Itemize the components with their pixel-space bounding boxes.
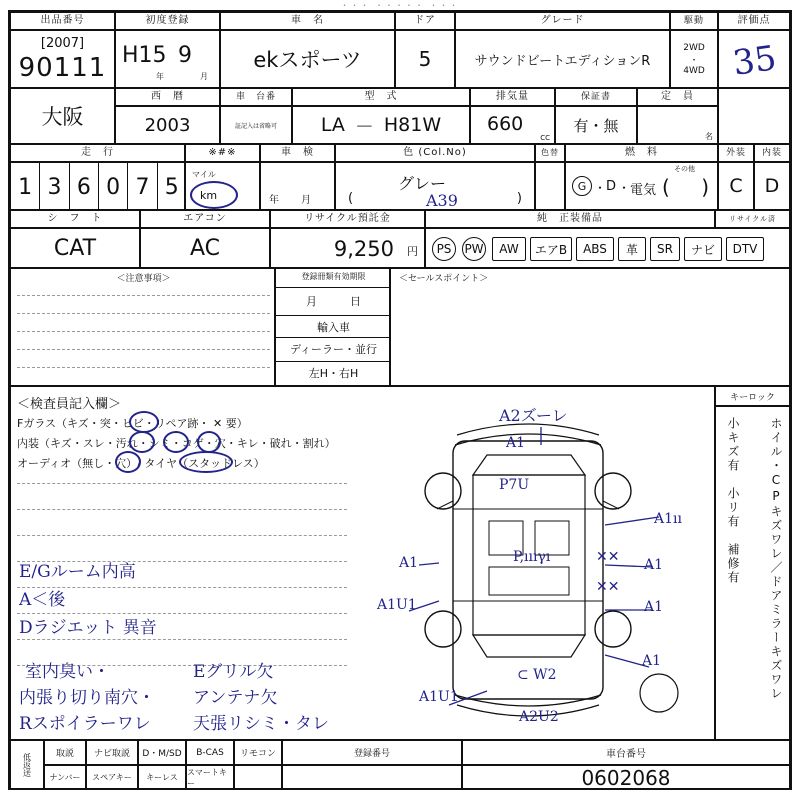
mileage-digit-0: 1 <box>18 174 33 200</box>
colorchange-value-cell <box>535 162 565 210</box>
mileage-unit-mile: マイル <box>192 170 216 179</box>
disp-unit: CC <box>540 134 550 142</box>
diagram-label-5: ✕✕ <box>596 549 620 565</box>
footer-sub-0 <box>44 765 86 790</box>
fuel-gasoline-option[interactable] <box>572 176 592 196</box>
seireki-value-cell <box>115 106 220 144</box>
door-value-cell <box>395 30 455 88</box>
model-dash: － <box>354 115 374 138</box>
reg-label-cell <box>115 12 220 30</box>
handwriting-3: 室内臭い・ <box>25 662 110 682</box>
ext-value-cell <box>718 162 754 210</box>
fuel-sep-2: ・ <box>618 181 631 195</box>
equip-ps[interactable] <box>432 237 456 261</box>
seireki-value: 2003 <box>144 114 191 136</box>
seats-value-cell <box>637 106 718 144</box>
reg-era: H15 <box>122 43 167 68</box>
diagram-label-0: A1 <box>506 435 526 451</box>
fuel-sep-1: ・ <box>594 181 607 195</box>
footer-bcas-label: B-CAS <box>196 747 224 758</box>
footer-sub-blank <box>234 765 282 790</box>
score-ext-cell <box>718 88 790 144</box>
equip-pw-label: PW <box>464 242 484 256</box>
equip-leather[interactable] <box>618 237 646 261</box>
inspect-month-unit: 月 <box>301 195 311 206</box>
footer-sub-label-3: スマートキー <box>187 767 227 788</box>
handwriting-7: アンテナ欠 <box>193 688 278 708</box>
footer-chassisno-label: 車台番号 <box>606 749 646 760</box>
door-count: 5 <box>418 47 432 71</box>
int-label: 内装 <box>761 148 782 158</box>
grade-label: グレード <box>540 15 585 26</box>
ac-value-cell <box>140 228 270 268</box>
right-vertical-text-2: 小キズ有 小リ有 補修有 <box>726 417 740 585</box>
diagram-label-2: A1 <box>399 555 419 571</box>
handwriting-1: A＜後 <box>19 590 66 610</box>
mileage-unit-km: km <box>200 189 218 202</box>
lot-label: 出品番号 <box>40 15 85 26</box>
colorchange-label: 色替 <box>541 148 559 157</box>
diagram-label-13: A2U2 <box>519 709 559 725</box>
mileage-digit-1: 3 <box>47 174 62 200</box>
equip-ps-label: PS <box>436 242 452 256</box>
score-label: 評価点 <box>737 15 771 26</box>
footer-sub-label-0: ナンバー <box>49 773 81 782</box>
equip-abs[interactable] <box>576 237 614 261</box>
disp-value: 660 <box>487 113 524 135</box>
footer-regno-value-cell <box>282 765 462 790</box>
fuel-label-cell <box>565 144 718 162</box>
disp-value-cell <box>470 106 555 144</box>
seireki-label: 西 暦 <box>151 91 184 102</box>
inspect-year-unit: 年 <box>269 195 279 206</box>
lot-number: 90111 <box>18 52 107 83</box>
footer-chassis-no: 0602068 <box>581 765 671 790</box>
mileage-digit-4: 7 <box>135 174 150 200</box>
footer-regno-cell <box>282 740 462 765</box>
equip-abs-label: ABS <box>583 242 607 256</box>
warranty-label-cell <box>555 88 637 106</box>
shift-label-cell <box>10 210 140 228</box>
car-name: ekスポーツ <box>253 48 362 72</box>
disp-label-cell <box>470 88 555 106</box>
mark-circle-shimi <box>129 431 155 453</box>
registration-cell <box>275 268 390 386</box>
sales-points-cell <box>390 268 790 386</box>
footer-torisetsu-label: 取説 <box>55 749 74 759</box>
color-number: A39 <box>426 191 458 210</box>
diagram-label-9: A1 <box>644 599 664 615</box>
reg-value-cell <box>115 30 220 88</box>
inspect-value-cell <box>260 162 335 210</box>
equip-airbag-label: エアB <box>534 242 568 257</box>
footer-chassisno-value-cell <box>462 765 790 790</box>
score-value-cell <box>718 30 790 88</box>
equip-aw[interactable] <box>492 237 526 261</box>
shift-value: CAT <box>53 235 97 261</box>
recycle-fee: 9,250 <box>333 237 394 261</box>
lot-label-cell <box>10 12 115 30</box>
warranty-value-cell <box>555 106 637 144</box>
reset-label-cell <box>715 210 790 228</box>
drive-4wd: 4WD <box>683 65 705 76</box>
warranty-value: 有・無 <box>573 116 619 135</box>
color-paren-left: ( <box>348 191 354 206</box>
equip-label: 純 正装備品 <box>537 213 603 224</box>
diagram-label-6: ✕✕ <box>596 579 620 595</box>
footer-tei-label: 低返送 <box>22 753 32 777</box>
equip-leather-label: 革 <box>625 242 638 257</box>
registration-month: 月 <box>306 295 317 308</box>
footer-sub-2 <box>138 765 186 790</box>
recycle-label: リサイクル預託金 <box>304 213 391 224</box>
equip-aw-label: AW <box>499 242 519 256</box>
diagram-top-label <box>499 403 568 426</box>
fuel-electric-label: 電気 <box>630 183 657 198</box>
footer-disc-label: D・M/SD <box>142 749 182 759</box>
footer-disc-cell <box>138 740 186 765</box>
seats-label: 定 員 <box>661 91 694 102</box>
mileage-label: 走 行 <box>81 147 114 158</box>
registration-day: 日 <box>350 295 361 308</box>
handwriting-5: Rスポイラーワレ <box>19 714 151 734</box>
inspector-glass-line: Fガラス（キズ・突・ヒビ・リペア跡・ ✕ 要） <box>17 417 248 430</box>
equip-dtv-label: DTV <box>732 242 758 256</box>
recycle-unit: 円 <box>407 245 418 258</box>
grade-label-cell <box>455 12 670 30</box>
ac-value: AC <box>189 235 221 261</box>
fuel-paren-close: ) <box>701 175 709 199</box>
fuel-value-cell <box>565 162 718 210</box>
color-name: グレー <box>398 174 447 193</box>
color-label: 色 (Col.No) <box>403 147 467 158</box>
equip-value-cell <box>425 228 790 268</box>
score-value: 35 <box>730 38 779 84</box>
score-label-cell <box>718 12 790 30</box>
grade-value-cell <box>455 30 670 88</box>
notes-label: ＜注意事項＞ <box>116 274 171 284</box>
equip-pw[interactable] <box>462 237 486 261</box>
door-label: ドア <box>414 15 436 26</box>
carname-value-cell <box>220 30 395 88</box>
ac-label-cell <box>140 210 270 228</box>
recycle-value-cell <box>270 228 425 268</box>
handwriting-0: E/Gルーム内高 <box>19 562 136 582</box>
fuel-other-label: その他 <box>674 165 695 173</box>
fuel-paren-open: ( <box>662 175 670 199</box>
drive-dot: ・ <box>689 55 699 66</box>
notes-cell <box>10 268 275 386</box>
right-vertical-text-1: ホイル・CPキズワレ／ドアミラーキズワレ <box>769 417 783 701</box>
color-paren-right: ) <box>516 191 522 206</box>
model-prefix: LA <box>320 114 345 136</box>
ext-label-cell <box>718 144 754 162</box>
diagram-label-3: A1U1 <box>377 597 417 613</box>
equip-navi-label: ナビ <box>690 242 715 257</box>
chassis-label-cell <box>220 88 292 106</box>
model-label: 型 式 <box>364 91 398 102</box>
reset-label: リサイクル済 <box>728 215 777 223</box>
inspector-interior-line: 内装（キズ・スレ・汚れ・シミ・コゲ・穴・キレ・破れ・割れ） <box>17 437 336 450</box>
mark-circle-audio-ana <box>115 451 141 473</box>
equip-dtv[interactable] <box>726 237 764 261</box>
mileage-label-cell <box>10 144 185 162</box>
mileage-digit-3: 0 <box>106 174 121 200</box>
equip-label-cell <box>425 210 715 228</box>
shift-value-cell <box>10 228 140 268</box>
inspector-title: ＜検査員記入欄＞ <box>17 397 122 412</box>
fuel-label: 燃 料 <box>625 147 658 158</box>
drive-2wd: 2WD <box>683 42 705 53</box>
inspect-label: 車 検 <box>281 147 314 158</box>
reg-month-unit: 月 <box>200 72 208 81</box>
drive-label-cell <box>670 12 718 30</box>
mileage-mark: ※#※ <box>208 147 237 158</box>
grade-value: サウンドビートエディションR <box>474 53 651 69</box>
footer-navi-label: ナビ取説 <box>93 749 130 759</box>
mileage-km-circle <box>190 181 238 209</box>
footer-remote-cell <box>234 740 282 765</box>
mark-circle-studless <box>179 451 233 473</box>
import-label: 輸入車 <box>317 321 350 334</box>
inspect-label-cell <box>260 144 335 162</box>
footer-torisetsu-cell <box>44 740 86 765</box>
door-label-cell <box>395 12 455 30</box>
region-label-cell <box>10 88 115 144</box>
diagram-label-10: A1 <box>642 653 662 669</box>
mileage-value-cell <box>10 162 185 210</box>
footer-sub-1 <box>86 765 138 790</box>
reg-month-value: 9 <box>178 43 192 68</box>
mileage-digit-5: 5 <box>164 174 179 200</box>
ext-label: 外装 <box>725 148 746 158</box>
equip-sunroof[interactable] <box>650 237 680 261</box>
carname-label-cell <box>220 12 395 30</box>
carname-label: 車 名 <box>291 15 324 26</box>
fuel-diesel-label: D <box>606 179 617 194</box>
dealer-label: ディーラー・並行 <box>289 343 378 356</box>
footer-sub-label-2: キーレス <box>146 773 178 782</box>
diagram-top-label-text: A2ズーレ <box>499 406 568 425</box>
footer-bcas-cell <box>186 740 234 765</box>
mileage-mark-cell <box>185 144 260 162</box>
keylock-cell <box>715 386 790 406</box>
reg-year-paren: [2007] <box>40 35 85 51</box>
equip-airbag[interactable] <box>530 237 572 261</box>
diagram-label-12: A1U1 <box>419 689 459 705</box>
chassis-sub-cell <box>220 106 292 144</box>
region-value: 大阪 <box>41 105 84 129</box>
sales-points-label: ＜セールスポイント＞ <box>399 274 489 284</box>
recycle-label-cell <box>270 210 425 228</box>
handwriting-4: 内張り切り南穴・ <box>19 688 155 708</box>
diagram-label-11: ⊂ W2 <box>517 667 557 683</box>
footer-navi-cell <box>86 740 138 765</box>
color-value-cell <box>335 162 535 210</box>
mark-circle-glass <box>129 411 159 433</box>
footer-regno-label: 登録番号 <box>353 749 390 759</box>
mark-circle-koge <box>163 431 189 453</box>
inspector-cell <box>10 386 715 740</box>
footer-sub-label-1: スペアキー <box>92 773 132 782</box>
drive-value-cell <box>670 30 718 88</box>
int-label-cell <box>754 144 790 162</box>
seats-unit: 名 <box>705 132 713 141</box>
footer-tei-cell <box>10 740 44 790</box>
colorchange-label-cell <box>535 144 565 162</box>
drive-label: 駆動 <box>683 16 704 26</box>
inspector-audio-line: オーディオ（無し・穴）/ タイヤ（スタッドレス） <box>17 457 265 470</box>
color-label-cell <box>335 144 535 162</box>
equip-navi[interactable] <box>684 237 722 261</box>
diagram-label-4: P,ıııγı <box>513 549 551 565</box>
handwriting-6: Eグリル欠 <box>193 662 274 682</box>
warranty-label: 保証書 <box>580 92 611 102</box>
diagram-label-8: A1 <box>644 557 664 573</box>
interior-grade: D <box>764 175 780 197</box>
lot-value-cell <box>10 30 115 88</box>
reg-label: 初度登録 <box>145 15 190 26</box>
shift-label: シ フ ト <box>47 213 103 224</box>
model-value: H81W <box>383 114 442 136</box>
top-noise-text: ・・・ ・・・・・ ・・・ <box>340 1 460 10</box>
chassis-sub-label: 証記入は省略可 <box>234 122 277 130</box>
handle-label: 左H・右H <box>308 367 359 380</box>
registration-label: 登録冊類有効期限 <box>301 272 366 281</box>
handwriting-2: Dラジエット 異音 <box>19 618 157 638</box>
mileage-digit-2: 6 <box>76 174 91 200</box>
fuel-gasoline-label: G <box>577 179 587 193</box>
diagram-label-1: P7U <box>499 477 530 493</box>
seats-label-cell <box>637 88 718 106</box>
equip-sunroof-label: SR <box>657 242 673 256</box>
mileage-unit-cell <box>185 162 260 210</box>
reg-year-unit: 年 <box>156 72 164 81</box>
int-value-cell <box>754 162 790 210</box>
right-vertical-cell <box>715 406 790 740</box>
model-value-cell <box>292 106 470 144</box>
seireki-label-cell <box>115 88 220 106</box>
handwriting-8: 天張リシミ・タレ <box>193 714 329 734</box>
diagram-label-7: A1ıı <box>654 511 682 527</box>
mark-circle-ana <box>197 431 221 453</box>
keylock-label: キーロック <box>730 392 775 403</box>
disp-label: 排気量 <box>496 91 529 102</box>
footer-chassisno-label-cell <box>462 740 790 765</box>
ac-label: エアコン <box>183 213 227 224</box>
model-label-cell <box>292 88 470 106</box>
exterior-grade: C <box>729 175 743 197</box>
chassis-label: 車 台番 <box>235 92 276 102</box>
footer-sub-3 <box>186 765 234 790</box>
footer-remote-label: リモコン <box>239 749 276 759</box>
